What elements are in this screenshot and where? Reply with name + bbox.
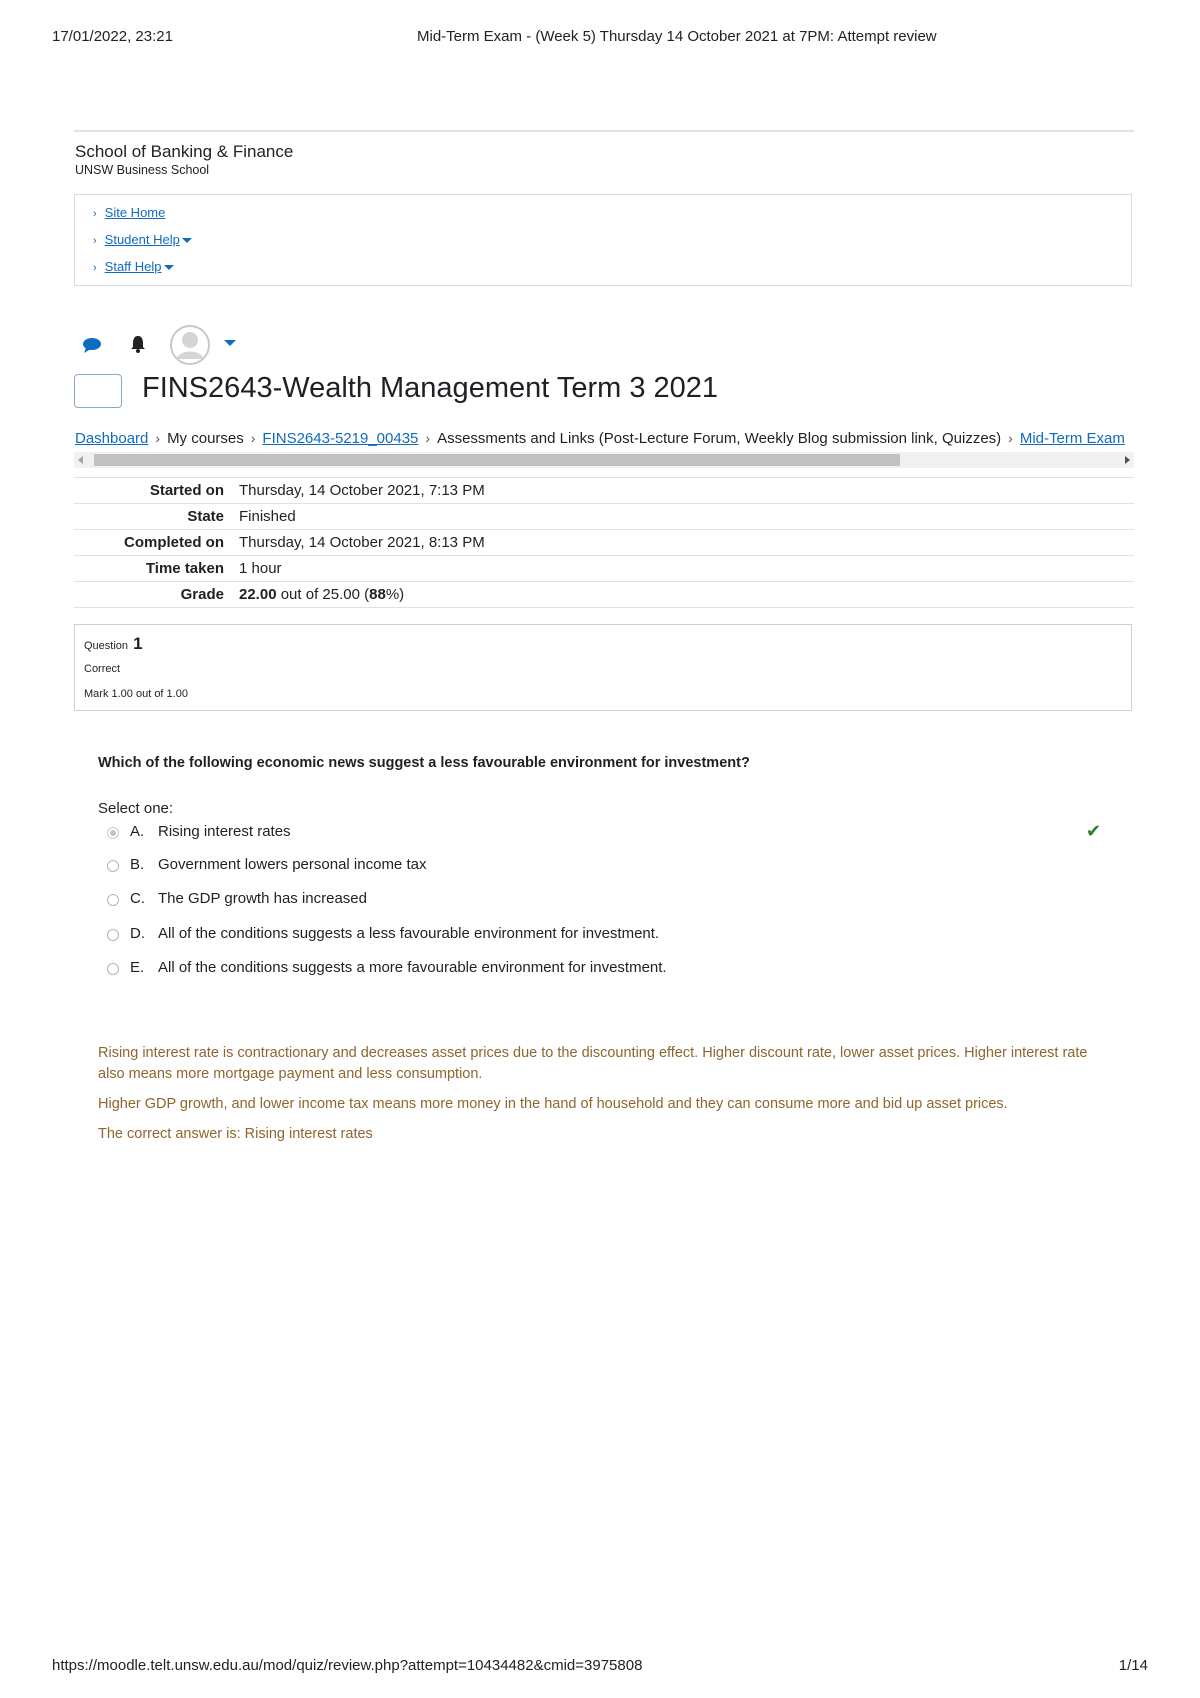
question-number (84, 634, 143, 654)
scrollbar-thumb[interactable] (94, 454, 900, 466)
grade-label: Grade (180, 586, 224, 603)
radio-button[interactable] (107, 894, 119, 906)
time-taken-value: 1 hour (239, 560, 282, 577)
started-on-label: Started on (149, 482, 224, 499)
answer-letter: C. (130, 890, 145, 907)
time-taken-label: Time taken (145, 560, 224, 577)
print-header (52, 28, 1148, 48)
page-count: 1/14 (1118, 1657, 1148, 1674)
radio-button[interactable] (107, 963, 119, 975)
chevron-right-icon: › (93, 235, 97, 247)
feedback-paragraph: Higher GDP growth, and lower income tax means more money in the hand of household and they can consume more and bid up asset prices. (98, 1096, 1008, 1112)
table-row (74, 582, 1134, 608)
site-brand[interactable] (75, 142, 293, 177)
question-state: Correct (84, 663, 121, 675)
school-name: School of Banking & Finance (75, 142, 294, 161)
breadcrumb-quiz[interactable]: Mid-Term Exam (1019, 430, 1125, 447)
state-value: Finished (239, 508, 296, 525)
chevron-right-icon: › (425, 430, 431, 446)
answer-text: Government lowers personal income tax (158, 856, 427, 873)
nav-staff-help[interactable] (93, 259, 174, 274)
answer-option-b[interactable] (98, 856, 1108, 880)
started-on-value: Thursday, 14 October 2021, 7:13 PM (239, 482, 485, 499)
scroll-left-icon[interactable] (78, 456, 83, 464)
answer-option-a[interactable] (98, 823, 1108, 847)
general-feedback (98, 1043, 1118, 1154)
answer-letter: D. (130, 925, 145, 942)
chevron-down-icon[interactable] (224, 340, 236, 346)
chevron-down-icon (182, 238, 192, 243)
answer-text: All of the conditions suggests a more favourable environment for investment. (158, 959, 667, 976)
answer-text: Rising interest rates (158, 823, 291, 840)
breadcrumb-section: Assessments and Links (Post-Lecture Forum, Weekly Blog submission link, Quizzes) (437, 430, 1002, 447)
breadcrumb (75, 430, 1135, 452)
nav-label: Site Home (104, 205, 166, 220)
radio-button[interactable] (107, 929, 119, 941)
course-image-placeholder (74, 374, 122, 408)
horizontal-scrollbar[interactable] (74, 452, 1134, 468)
completed-on-label: Completed on (124, 534, 224, 551)
state-label: State (187, 508, 224, 525)
page-title: FINS2643-Wealth Management Term 3 2021 (142, 372, 719, 404)
chevron-down-icon (164, 265, 174, 270)
answer-letter: A. (130, 823, 145, 840)
question-mark: Mark 1.00 out of 1.00 (84, 688, 188, 700)
answer-letter: E. (130, 959, 145, 976)
site-navigation (74, 194, 1132, 286)
breadcrumb-dashboard[interactable]: Dashboard (75, 430, 149, 447)
bell-icon[interactable] (128, 334, 148, 354)
question-number-value: 1 (133, 634, 143, 653)
breadcrumb-my-courses: My courses (167, 430, 244, 447)
select-prompt: Select one: (98, 800, 174, 817)
course-header (74, 372, 1134, 412)
radio-button[interactable] (107, 860, 119, 872)
answer-option-d[interactable] (98, 925, 1108, 949)
nav-label: Student Help (104, 232, 180, 247)
radio-button[interactable] (107, 827, 119, 839)
divider (74, 130, 1134, 132)
scroll-right-icon[interactable] (1125, 456, 1130, 464)
answer-option-c[interactable] (98, 890, 1108, 914)
answer-text: All of the conditions suggests a less favourable environment for investment. (158, 925, 660, 942)
print-footer (52, 1657, 1148, 1677)
check-icon: ✔ (1086, 821, 1102, 841)
print-url: https://moodle.telt.unsw.edu.au/mod/quiz/review.php?attempt=10434482&cmid=3975808 (52, 1657, 643, 1674)
nav-label: Staff Help (104, 259, 162, 274)
nav-site-home[interactable] (93, 205, 165, 220)
question-info-box (74, 624, 1132, 711)
attempt-summary-table (74, 477, 1134, 608)
avatar[interactable] (170, 325, 210, 365)
answer-text: The GDP growth has increased (158, 890, 367, 907)
answer-option-e[interactable] (98, 959, 1108, 983)
feedback-paragraph: Rising interest rate is contractionary and decreases asset prices due to the discounting effect. Higher discount rate, lower asset prices. Higher interest rate also means more mortgage payment and less consumption. (98, 1045, 1088, 1082)
table-row (74, 556, 1134, 582)
grade-score: 22.00 (239, 586, 277, 603)
nav-student-help[interactable] (93, 232, 192, 247)
chevron-right-icon: › (155, 430, 161, 446)
chevron-right-icon: › (250, 430, 256, 446)
answer-letter: B. (130, 856, 145, 873)
chevron-right-icon: › (1008, 430, 1013, 446)
question-text: Which of the following economic news suggest a less favourable environment for investment? (98, 755, 750, 771)
print-page-title: Mid-Term Exam - (Week 5) Thursday 14 October 2021 at 7PM: Attempt review (417, 28, 937, 45)
print-date: 17/01/2022, 23:21 (52, 28, 173, 45)
table-row (74, 478, 1134, 504)
table-row (74, 504, 1134, 530)
table-row (74, 530, 1134, 556)
chevron-right-icon: › (93, 262, 97, 274)
grade-percent-suffix: %) (385, 586, 405, 603)
correct-answer-text: The correct answer is: Rising interest rates (98, 1126, 373, 1142)
grade-value (239, 582, 1134, 608)
chat-icon[interactable] (82, 337, 102, 353)
grade-out-of: out of 25.00 ( (280, 586, 370, 603)
faculty-name: UNSW Business School (75, 163, 210, 177)
question-label: Question (84, 640, 129, 652)
grade-percent: 88 (369, 586, 386, 603)
completed-on-value: Thursday, 14 October 2021, 8:13 PM (239, 534, 485, 551)
breadcrumb-course[interactable]: FINS2643-5219_00435 (262, 430, 419, 447)
chevron-right-icon: › (93, 208, 97, 220)
